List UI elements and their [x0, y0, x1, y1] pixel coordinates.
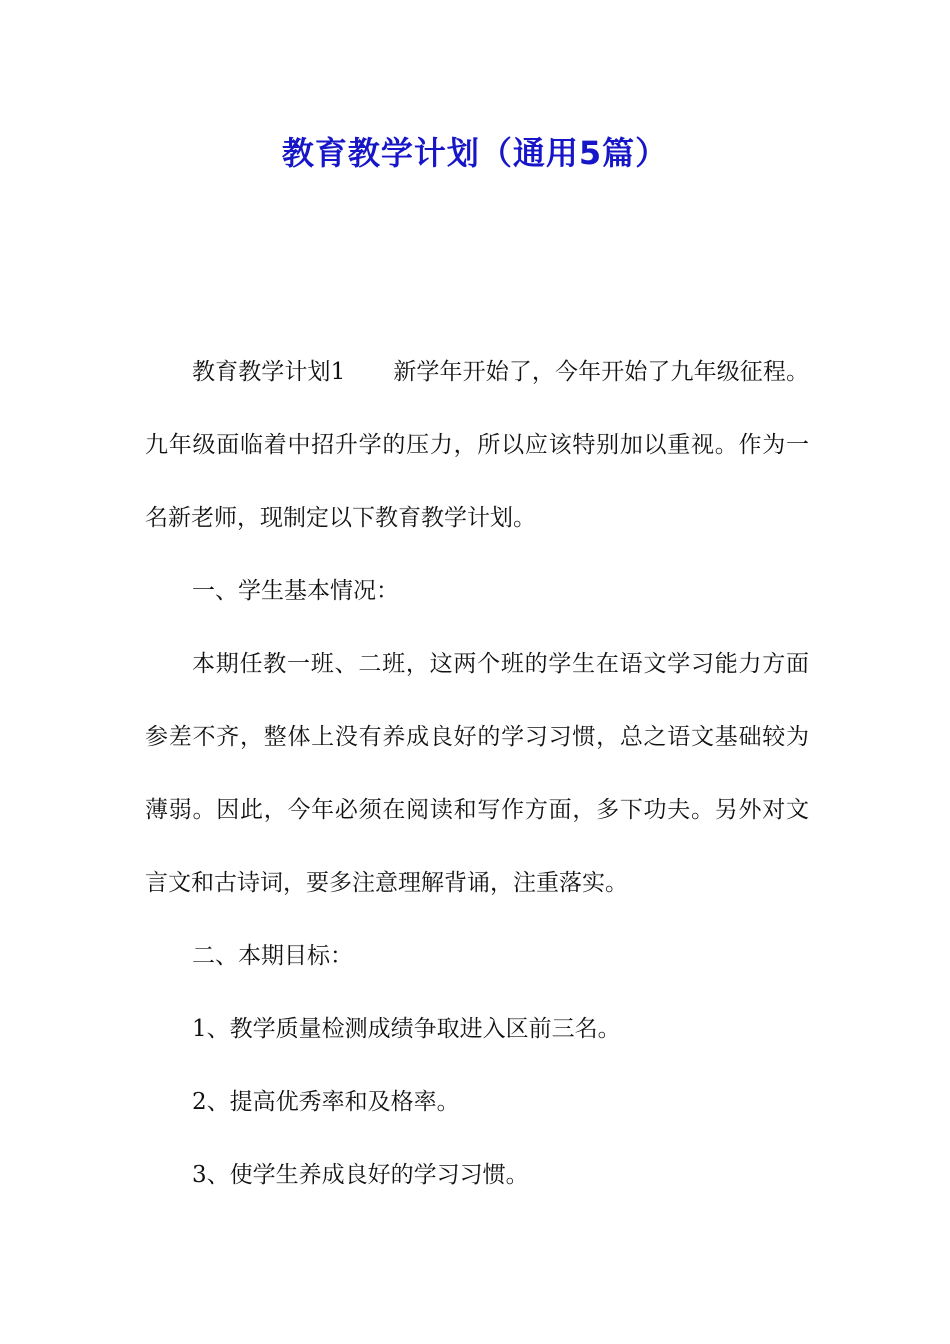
intro-text: 新学年开始了，今年开始了九年级征程。九年级面临着中招升学的压力，所以应该特别加以重视。作为一名新老师，现制定以下教育教学计划。 [145, 359, 810, 531]
goal-item: 3、使学生养成良好的学习习惯。 [192, 1162, 529, 1188]
document-body [145, 336, 809, 1212]
intro-paragraph [145, 336, 809, 555]
section-1-paragraph: 本期任教一班、二班，这两个班的学生在语文学习能力方面参差不齐，整体上没有养成良好的学习习惯，总之语文基础较为薄弱。因此，今年必须在阅读和写作方面，多下功夫。另外对文言文和古诗词，要多注意理解背诵，注重落实。 [145, 651, 809, 896]
goal-item: 2、提高优秀率和及格率。 [192, 1089, 460, 1115]
section-1-heading: 一、学生基本情况： [192, 578, 399, 604]
goal-item: 1、教学质量检测成绩争取进入区前三名。 [192, 1016, 621, 1042]
intro-heading: 教育教学计划1 [192, 359, 346, 385]
section-2-heading: 二、本期目标： [192, 943, 353, 969]
document-title: 教育教学计划（通用5篇） [281, 134, 669, 172]
